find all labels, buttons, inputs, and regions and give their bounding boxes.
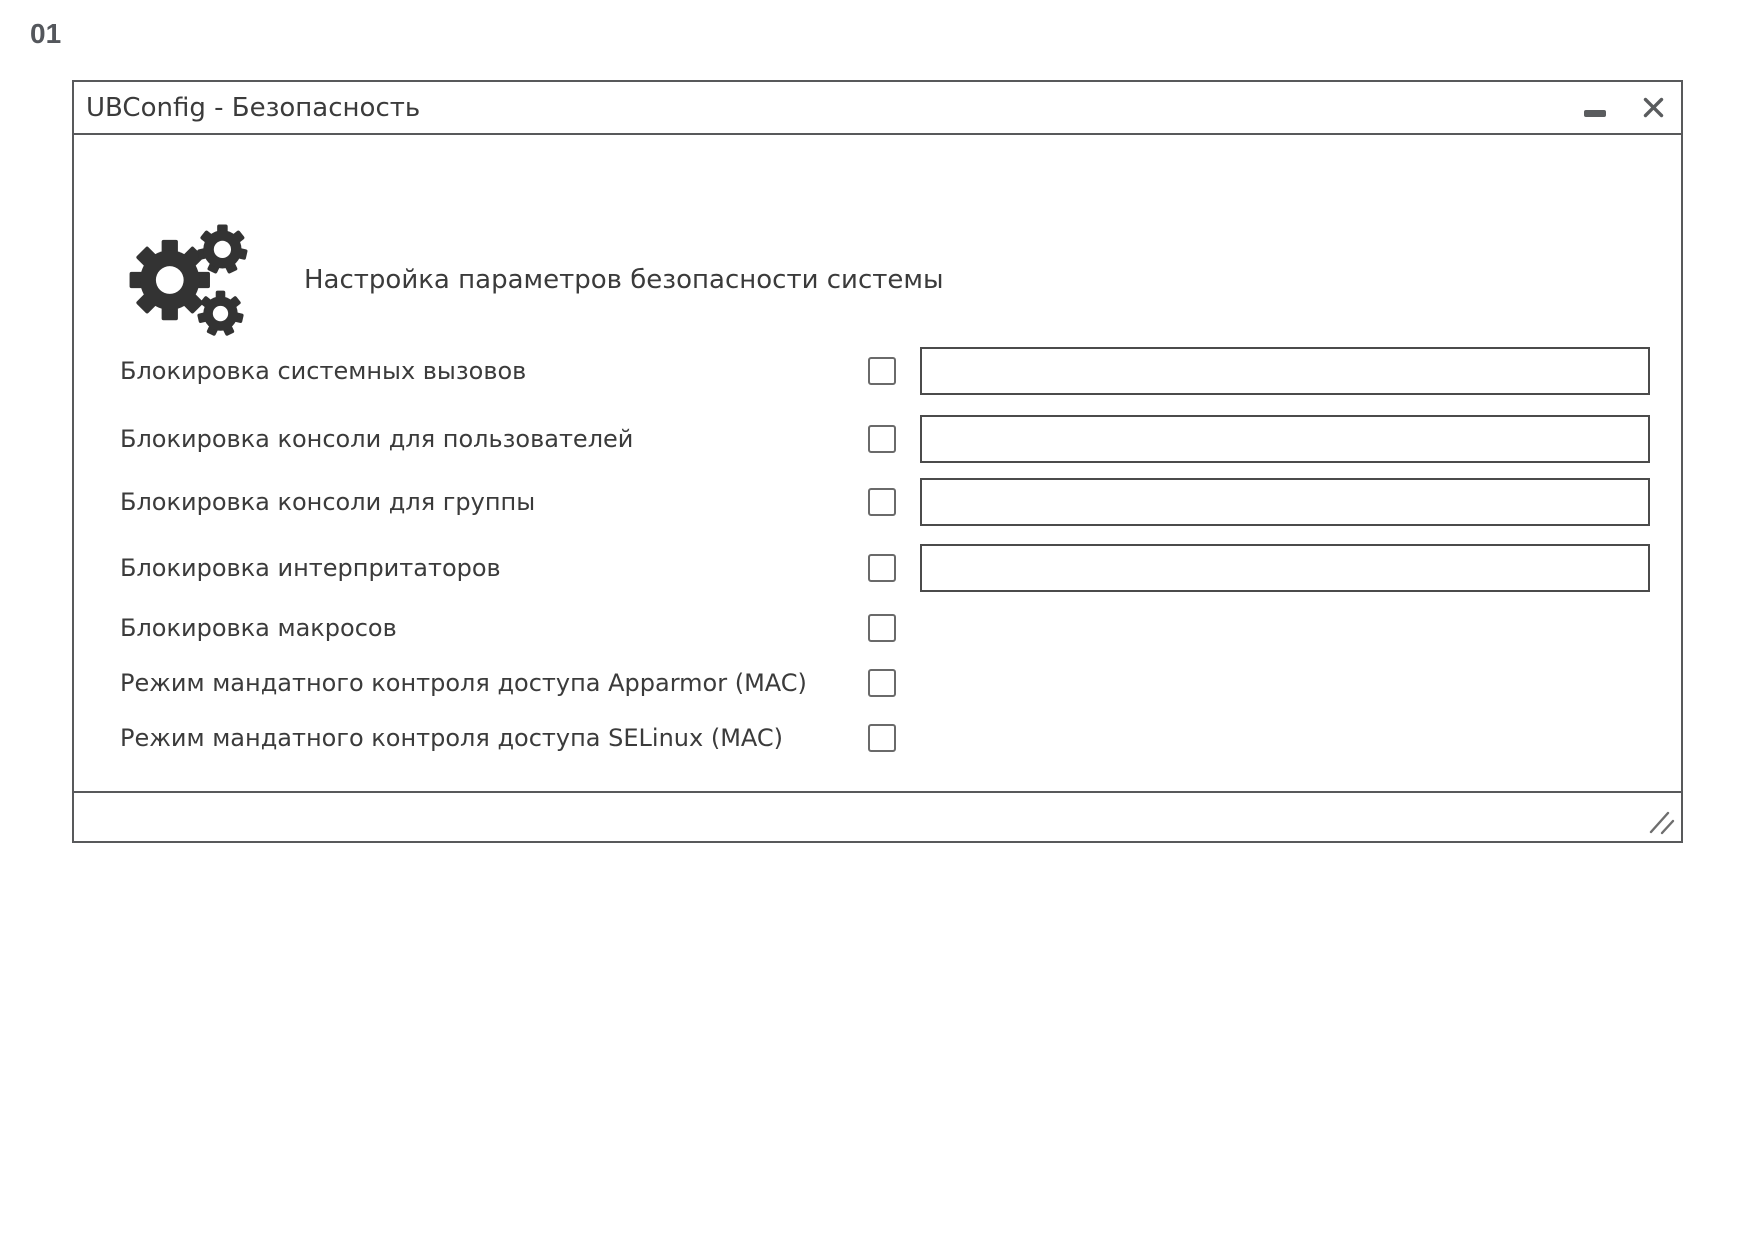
- row-checkbox[interactable]: [868, 554, 896, 582]
- settings-row: [120, 659, 1660, 707]
- settings-row: [120, 415, 1660, 463]
- settings-row: [120, 478, 1660, 526]
- row-text-input[interactable]: [920, 544, 1650, 592]
- row-label: Режим мандатного контроля доступа SELinux (MAC): [120, 724, 784, 752]
- resize-grip-icon[interactable]: [1648, 810, 1676, 836]
- row-text-input[interactable]: [920, 415, 1650, 463]
- row-label: Блокировка консоли для пользователей: [120, 425, 634, 453]
- row-checkbox[interactable]: [868, 724, 896, 752]
- status-bar: [74, 791, 1681, 841]
- settings-row: [120, 604, 1660, 652]
- window-title: UBConfig - Безопасность: [86, 92, 421, 123]
- row-label: Блокировка системных вызовов: [120, 357, 527, 385]
- row-checkbox[interactable]: [868, 357, 896, 385]
- slide-number: 01: [30, 18, 62, 49]
- settings-form: [74, 82, 1681, 791]
- page-title: Настройка параметров безопасности системы: [304, 265, 944, 295]
- settings-row: [120, 347, 1660, 395]
- settings-row: [120, 714, 1660, 762]
- row-checkbox[interactable]: [868, 488, 896, 516]
- row-text-input[interactable]: [920, 478, 1650, 526]
- window-content: [74, 135, 1681, 791]
- row-checkbox[interactable]: [868, 425, 896, 453]
- row-label: Блокировка макросов: [120, 614, 397, 642]
- row-label: Режим мандатного контроля доступа Apparmor (MAC): [120, 669, 807, 697]
- row-label: Блокировка интерпритаторов: [120, 554, 501, 582]
- row-checkbox[interactable]: [868, 614, 896, 642]
- settings-row: [120, 544, 1660, 592]
- row-checkbox[interactable]: [868, 669, 896, 697]
- app-window: [72, 80, 1683, 843]
- row-text-input[interactable]: [920, 347, 1650, 395]
- row-label: Блокировка консоли для группы: [120, 488, 536, 516]
